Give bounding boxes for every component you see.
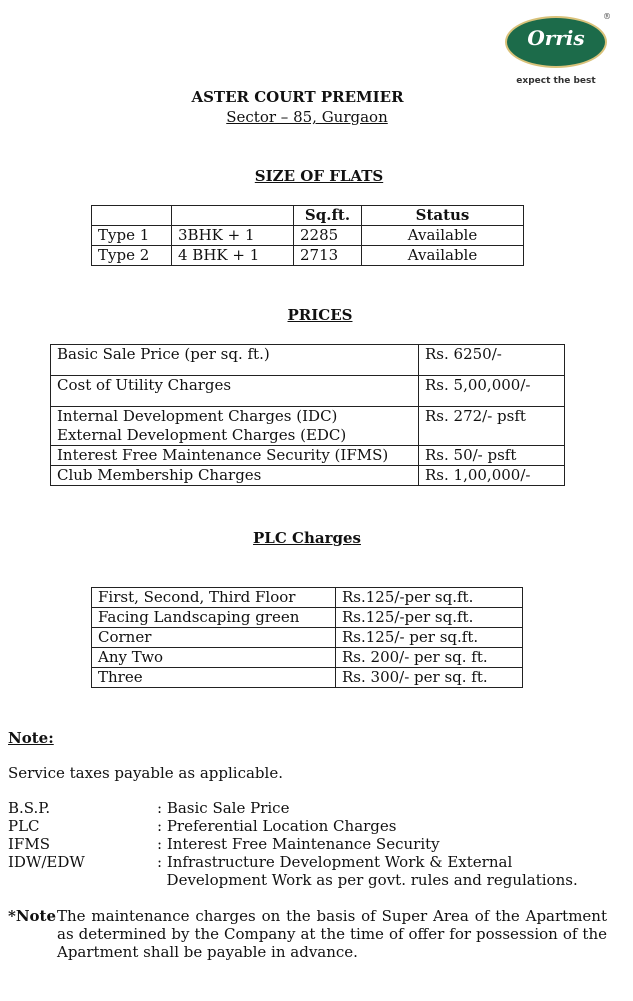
company-logo (501, 12, 612, 90)
table-row (92, 588, 523, 608)
price-label: Internal Development Charges (IDC) (57, 407, 338, 425)
table-row (51, 407, 565, 446)
price-value: Rs. 272/- psft (419, 407, 565, 446)
flats-header-row (92, 206, 524, 226)
flats-table (91, 205, 524, 266)
plc-value: Rs. 200/- per sq. ft. (336, 648, 523, 668)
table-row (92, 246, 524, 266)
abbr-value: : Basic Sale Price (157, 799, 290, 817)
flat-config: 3BHK + 1 (172, 226, 294, 246)
plc-label: Corner (92, 628, 336, 648)
table-row (92, 628, 523, 648)
plc-heading: PLC Charges (253, 529, 361, 547)
price-value: Rs. 5,00,000/- (419, 376, 565, 407)
abbr-key: IDW/EDW (8, 853, 85, 871)
abbr-value: : Infrastructure Development Work & External (157, 853, 513, 871)
price-label: Basic Sale Price (per sq. ft.) (51, 345, 419, 376)
table-row (92, 608, 523, 628)
flats-col-header (92, 206, 172, 226)
flat-status: Available (362, 246, 524, 266)
logo-registered-mark: ® (603, 12, 611, 21)
flats-col-header: Sq.ft. (294, 206, 362, 226)
table-row (92, 668, 523, 688)
abbr-key: B.S.P. (8, 799, 51, 817)
service-tax-note: Service taxes payable as applicable. (8, 764, 283, 782)
flat-type: Type 2 (92, 246, 172, 266)
abbr-value-continued: Development Work as per govt. rules and regulations. (157, 871, 578, 889)
abbr-value: : Interest Free Maintenance Security (157, 835, 440, 853)
prices-table (50, 344, 565, 486)
table-row (51, 466, 565, 486)
plc-label: Facing Landscaping green (92, 608, 336, 628)
plc-value: Rs. 300/- per sq. ft. (336, 668, 523, 688)
price-value: Rs. 6250/- (419, 345, 565, 376)
table-row (51, 345, 565, 376)
price-label: Interest Free Maintenance Security (IFMS) (51, 446, 419, 466)
flat-status: Available (362, 226, 524, 246)
table-row (92, 226, 524, 246)
table-row (51, 446, 565, 466)
plc-value: Rs.125/-per sq.ft. (336, 588, 523, 608)
prices-heading: PRICES (287, 306, 353, 324)
flats-col-header: Status (362, 206, 524, 226)
flat-area: 2285 (294, 226, 362, 246)
project-title: ASTER COURT PREMIER (191, 88, 404, 106)
price-label: Club Membership Charges (51, 466, 419, 486)
flats-heading: SIZE OF FLATS (254, 167, 384, 185)
abbr-key: IFMS (8, 835, 50, 853)
plc-value: Rs.125/-per sq.ft. (336, 608, 523, 628)
star-note-text: The maintenance charges on the basis of Super Area of the Apartment as determined by the Company at the time of offer for possession of the Apartment shall be payable in advance. (57, 907, 607, 961)
price-value: Rs. 1,00,000/- (419, 466, 565, 486)
price-value: Rs. 50/- psft (419, 446, 565, 466)
table-row (92, 648, 523, 668)
flat-type: Type 1 (92, 226, 172, 246)
plc-label: First, Second, Third Floor (92, 588, 336, 608)
abbr-key: PLC (8, 817, 40, 835)
logo-brand: Orris (527, 26, 585, 50)
project-location: Sector – 85, Gurgaon (226, 108, 388, 126)
plc-label: Any Two (92, 648, 336, 668)
plc-label: Three (92, 668, 336, 688)
price-label: Cost of Utility Charges (51, 376, 419, 407)
abbr-value: : Preferential Location Charges (157, 817, 397, 835)
price-label: External Development Charges (EDC) (57, 426, 347, 444)
price-label-multiline (51, 407, 419, 446)
logo-tagline: expect the best (516, 76, 596, 86)
plc-table (91, 587, 523, 688)
table-row (51, 376, 565, 407)
star-note-label: *Note (8, 907, 57, 925)
plc-value: Rs.125/- per sq.ft. (336, 628, 523, 648)
flat-area: 2713 (294, 246, 362, 266)
flat-config: 4 BHK + 1 (172, 246, 294, 266)
flats-col-header (172, 206, 294, 226)
note-heading: Note: (8, 729, 54, 747)
